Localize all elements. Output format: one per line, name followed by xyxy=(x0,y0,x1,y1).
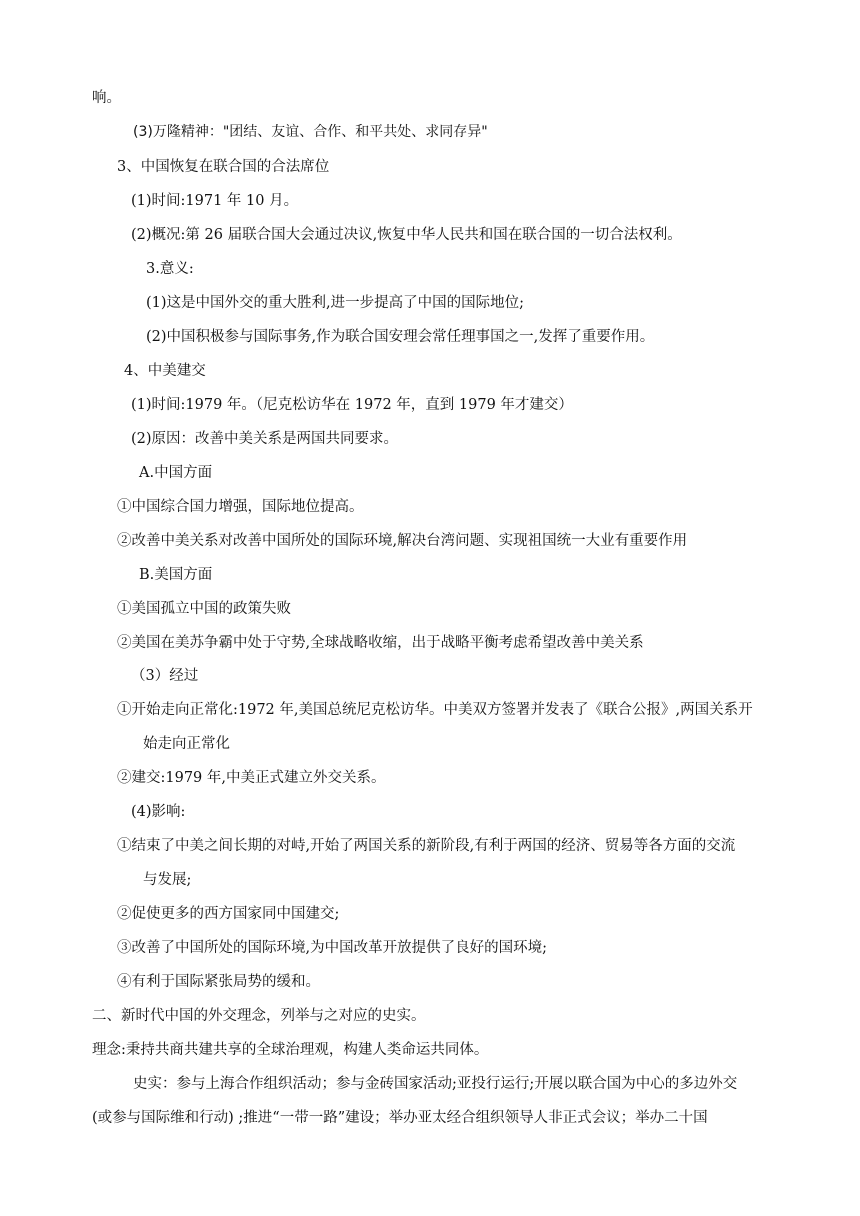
text-line: ②改善中美关系对改善中国所处的国际环境,解决台湾问题、实现祖国统一大业有重要作用 xyxy=(117,533,688,549)
text-line: (1)时间:1979 年。（尼克松访华在 1972 年，直到 1979 年才建交） xyxy=(131,397,573,413)
text-line: (2)中国积极参与国际事务,作为联合国安理会常任理事国之一,发挥了重要作用。 xyxy=(146,329,655,345)
text-line: （3）经过 xyxy=(131,668,199,684)
text-line: 3.意义: xyxy=(146,261,194,277)
text-line: (2)原因：改善中美关系是两国共同要求。 xyxy=(131,431,399,447)
section-heading: 4、中美建交 xyxy=(124,363,206,379)
text-line: 始走向正常化 xyxy=(143,736,230,752)
text-line: A.中国方面 xyxy=(139,465,213,481)
text-line: (2)概况:第 26 届联合国大会通过决议,恢复中华人民共和国在联合国的一切合法权利。 xyxy=(131,227,682,243)
section-heading: 二、新时代中国的外交理念，列举与之对应的史实。 xyxy=(92,1008,426,1024)
text-line: (1)这是中国外交的重大胜利,进一步提高了中国的国际地位; xyxy=(146,295,525,311)
text-line: ③改善了中国所处的国际环境,为中国改革开放提供了良好的国环境; xyxy=(117,940,547,956)
text-line: ②美国在美苏争霸中处于守势,全球战略收缩，出于战略平衡考虑希望改善中美关系 xyxy=(117,635,644,651)
text-line: 与发展; xyxy=(143,872,192,888)
text-line: (1)时间:1971 年 10 月。 xyxy=(131,193,299,209)
text-line: ①开始走向正常化:1972 年,美国总统尼克松访华。中美双方签署并发表了《联合公报》,两国关系开 xyxy=(117,702,753,718)
text-line: ①结束了中美之间长期的对峙,开始了两国关系的新阶段,有利于两国的经济、贸易等各方面的交流 xyxy=(117,838,736,854)
text-line: ④有利于国际紧张局势的缓和。 xyxy=(117,974,320,990)
text-line: (或参与国际维和行动) ;推进“一带一路”建设；举办亚太经合组织领导人非正式会议；举办二十国 xyxy=(92,1110,708,1126)
text-line: ①中国综合国力增强，国际地位提高。 xyxy=(117,499,364,515)
text-line: ②建交:1979 年,中美正式建立外交关系。 xyxy=(117,770,386,786)
text-line: (3)万隆精神："团结、友谊、合作、和平共处、求同存异" xyxy=(133,124,488,140)
text-line: ①美国孤立中国的政策失败 xyxy=(117,601,291,617)
text-line: (4)影响: xyxy=(131,804,186,820)
section-heading: 3、中国恢复在联合国的合法席位 xyxy=(117,159,330,175)
text-line: 理念:秉持共商共建共享的全球治理观，构建人类命运共同体。 xyxy=(92,1042,489,1058)
text-line: 史实：参与上海合作组织活动；参与金砖国家活动;亚投行运行;开展以联合国为中心的多边外交 xyxy=(133,1076,738,1092)
text-line: 响。 xyxy=(92,90,121,106)
text-line: B.美国方面 xyxy=(139,567,213,583)
text-line: ②促使更多的西方国家同中国建交; xyxy=(117,906,340,922)
